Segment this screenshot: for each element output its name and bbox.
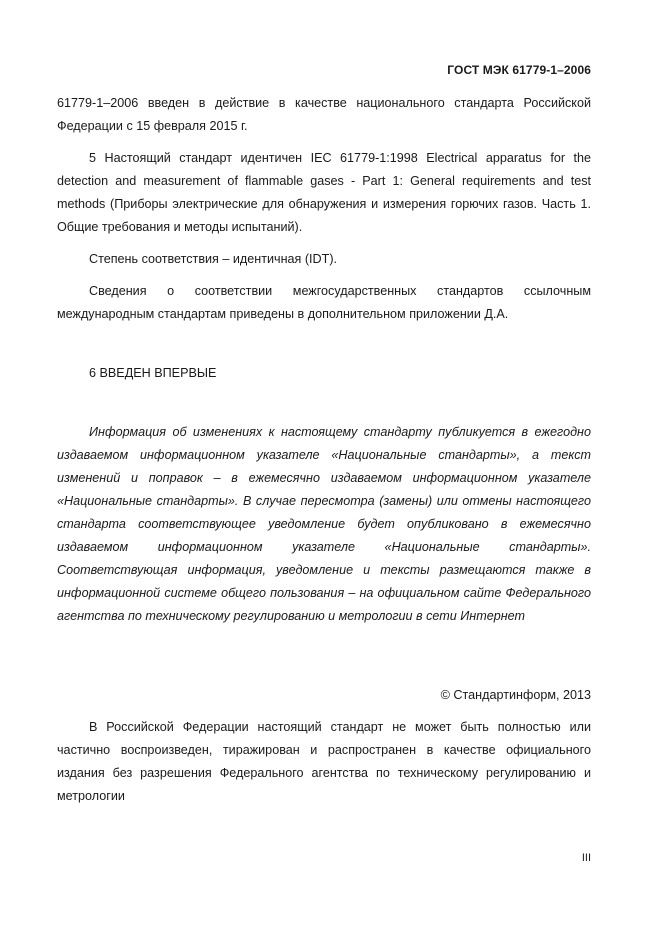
reproduction-notice: В Российской Федерации настоящий стандарт не может быть полностью или частично воспроизведен, тиражирован и распространен в качестве официального издания без разрешения Федерального агентства по техническому регулированию и метрологии [57, 720, 591, 803]
copyright-line: © Стандартинформ, 2013 [440, 688, 591, 702]
standard-code-header: ГОСТ МЭК 61779-1–2006 [447, 63, 591, 77]
references-paragraph: Сведения о соответствии межгосударственных стандартов ссылочным международным стандартам приведены в дополнительном приложении Д.А. [57, 284, 591, 321]
document-body [57, 92, 591, 817]
intro-paragraph: 61779-1–2006 введен в действие в качестве национального стандарта Российской Федерации с 15 февраля 2015 г. [57, 96, 591, 133]
page-number: III [581, 852, 591, 864]
degree-of-conformity: Степень соответствия – идентичная (IDT). [89, 252, 338, 266]
section-6-heading: 6 ВВЕДЕН ВПЕРВЫЕ [89, 366, 217, 380]
changes-info-notice: Информация об изменениях к настоящему стандарту публикуется в ежегодно издаваемом информационном указателе «Национальные стандарты», а текст изменений и поправок – в ежемесячно издаваемом информационном указателе «Национальные стандарты». В случае пересмотра (замены) или отмены настоящего стандарта соответствующее уведомление будет опубликовано в ежемесячно издаваемом информационном указателе «Национальные стандарты». Соответствующая информация, уведомление и тексты размещаются также в информационной системе общего пользования – на официальном сайте Федерального агентства по техническому регулированию и метрологии в сети Интернет [57, 425, 591, 623]
paragraph-5-identity: 5 Настоящий стандарт идентичен IEC 61779-1:1998 Electrical apparatus for the detection and measurement of flammable gases - Part 1: General requirements and test methods (Приборы электрические для обнаружения и измерения горючих газов. Часть 1. Общие требования и методы испытаний). [57, 151, 591, 234]
